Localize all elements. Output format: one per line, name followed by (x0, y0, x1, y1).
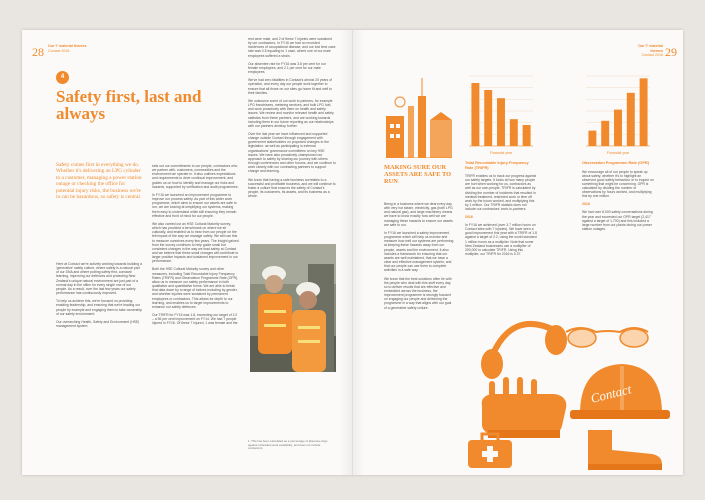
paragraph: Our overarching Health, Safety and Environment (HSE) management system (56, 319, 140, 329)
left-running-header (48, 44, 86, 53)
chart-bar-fy16 (523, 125, 531, 146)
paragraph: Being in a business where we deal every day with very hot steam, electricity, gas (both LPG and natural gas), and large machinery means we have to know exactly how well we are managing these hazards to ensure our assets are safe to run. (384, 202, 453, 227)
opr-body: We encourage all of our people to speak up about safety, whether it's to highlight an observed good safety behaviour or to inquire on something that might be concerning. OPR is calculated by dividing the number of observations by hours worked, and multiplying this by one million. (582, 169, 654, 199)
trifr-text (465, 161, 537, 260)
chart-bar-fy15 (510, 119, 518, 146)
paragraph: Over the last year we have influenced and supported change outside Contact through engagement with government stakeholders on proposed changes to the legislation, as well as participating in external organisations' governance committees on key HSE issues. We have also proactively championed our approach to safety by sharing our journey with others through conferences and other forums, and we continue to work closely with our contracting partners to support change and learning. (248, 131, 336, 174)
chart-x-axis-label: Financial year (489, 151, 513, 155)
chart-x-axis-label: Financial year (606, 151, 630, 155)
chart-bar-fy12 (471, 83, 479, 146)
opr-year: 2016 (582, 202, 590, 207)
paragraph: We know that having a safe business correlates to a successful and profitable business, and we will continue to foster a culture that ensures the safety of Contact's people, its customers, its assets, and its business as a whole. (248, 177, 336, 199)
right-running-header (627, 44, 663, 58)
ear-muff-cup (481, 349, 503, 379)
left-column-2 (152, 164, 240, 329)
paragraph: We know that the best solutions often lie with the people who deal with this stuff every day, so to deliver results that are effective and embedded across the business, the improvement programme is strongly focused on engaging our people and delivering the programme in a way that aligns with our goal of a generative safety culture. (384, 276, 452, 310)
opr-year-text: We had over 8,000 safety conversations during the year and exceeded our OPR target (2,417 against a target of 1,700) and this included a large number from our plants during our power station outages. (582, 210, 653, 231)
paragraph: We outsource some of our work to partners, for example LPG franchisees, metering services, and bulk LPG fuel, and work proactively with them on health and safety issues. We review and monitor relevant health and safety statistics from these partners, and are working towards including them in our future reporting as our relationships with our partners develop further. (248, 98, 334, 128)
chart-bar-fy16 (640, 78, 648, 146)
chart-bar-fy12 (588, 131, 596, 146)
opr-chart (582, 70, 654, 156)
right-page-number: 29 (665, 45, 677, 59)
section-badge (56, 71, 69, 84)
chart-bar-fy14 (497, 98, 505, 146)
chart-bar-fy13 (601, 121, 609, 146)
gloves-icon (482, 394, 567, 434)
ear-muff-cup (545, 325, 567, 355)
hard-hat-logo-text: Contact (589, 381, 633, 406)
paragraph: sets out our commitments to our people, contractors who we partner with, customers, communities and the environment we operate in. It also outlines expectations and requirements to drive continual improvement, and guides us on how to identify and manage our risks and hazards, supported by verification and audit programmes. (152, 164, 239, 189)
paragraph: Both the HSE Cultural Maturity survey and other measures, including Total Recordable Injury Frequency Rates (TRIFR) and Observation Programme Rate (OPR), allow us to measure our safety performance in both qualitative and quantitative forms. We are able to break that data down by a range of indices including by gender, and whether injuries were sustained by permanent employees or contractors. This allows for depth to our learning, and enables us to target improvements to enhance our safety defences. (152, 267, 239, 309)
chart-bars (586, 78, 650, 146)
left-column-3 (248, 37, 336, 202)
trifr-title: Total Recordable Injury Frequency Rate (TRIFR) (465, 160, 529, 170)
magazine-spread (22, 30, 683, 475)
chart-bar-fy14 (614, 110, 622, 146)
paragraph: Here at Contact we're actively working towards building a 'generative' safety culture, where safety is a natural part of our DNA and where putting safety first, constant learning, improving our defences and protecting New Zealand's unique natural environment are just part of a normal day in the office for every single one of our people. As a result, over the last few years our safety performance has continuously improved. (56, 262, 142, 296)
right-header-title: Our 'I' material themes (638, 44, 663, 53)
ear-muff-band (492, 324, 554, 356)
left-page-number: 28 (32, 45, 44, 59)
left-column-1 (56, 262, 142, 332)
intro-paragraph: Safety comes first in everything we do. Whether it's delivering an LPG cylinder to a customer, managing a power station outage or checking the office for potential injury risks, the business we're in can be hazardous, so safety is central. (56, 162, 142, 201)
chart-bars (469, 83, 533, 146)
chart-bar-fy15 (627, 93, 635, 146)
right-column-1 (384, 202, 454, 314)
industrial-illustration (384, 76, 454, 158)
paragraph: In FY16 we launched a safety improvement programme which will help us monitor and measure how well our systems are performing at keeping these hazards away from our people, assets and the environment. It also includes a framework for ensuring that our assets are well maintained, that we have a clear and effective management system, and that our people can use them to complete activities in a safe way. (384, 230, 454, 273)
paragraph: Our absentee rate for FY16 was 3.8 per cent for our female employees, and 2.1 per cent for our male employees. (248, 61, 326, 75)
paragraph: rest were male, and 2 of these 7 injuries were sustained by our contractors. In FY16 we had no recorded incidences of occupational disease, and our lost time case rate was 0.5 equating to 1 case, where one of our male employees suffered a strain. (248, 37, 336, 58)
right-header-subtitle: Contact 2016 (641, 53, 663, 58)
chart-bar-fy13 (484, 90, 492, 146)
left-header-subtitle: Contact 2016 (48, 48, 70, 53)
safety-gear-illustration (462, 310, 677, 472)
page-title: Safety first, last and always (56, 87, 202, 123)
left-header-title: Our 'I' material themes (48, 44, 87, 48)
section-heading: MAKING SURE OUR ASSETS ARE SAFE TO RUN (384, 164, 452, 186)
paragraph: We also carried out an HSE Cultural Maturity survey, which has provided a benchmark on where we sit culturally, and enabled us to hear from our people on the felt impact of the way we manage safety. We will use this to measure ourselves every few years. The insight gained from the survey continues to help guide small but consistent changes in the way we lead safety at Contact and we believe that these small changes will contribute to larger positive impacts and sustained improvement in our performance. (152, 221, 239, 264)
paragraph: Our TRIFR for FY16 was 1.8, exceeding our target of 2.2 – a 56 per cent improvement on FY14. We had 7 people injured in FY16. Of these 7 injured, 1 was female and the (152, 313, 238, 326)
paragraph: We've had zero fatalities in Contact's almost 20 years of operation, and every day our people work together to ensure that all those on our sites go home fit and well to their families. (248, 78, 332, 95)
footnote: 1. This has been calculated as a percentage of absentee days against scheduled work availability, and does not include contractors. (248, 439, 328, 451)
opr-title: Observation Programme Rate (OPR) (582, 160, 650, 165)
paragraph: To help us achieve this, we're focused on providing enabling leadership, and ensuring that we're leading our people by example and engaging them to take ownership of our safety environment. (56, 299, 142, 316)
section-badge-number: 4 (60, 74, 65, 80)
paragraph: In FY16 we launched an improvement programme to improve our process safety. As part of this wider work programme, which aims to ensure our assets are safe to run, we are looking at simplifying our systems, making them easy to understand while still ensuring they remain effective and front of mind for our people. (152, 192, 237, 218)
trifr-year: 2016 (465, 215, 473, 220)
opr-text (582, 161, 654, 235)
trifr-year-text: In FY16 we achieved (over 3.7 million hours on Contact sites with 7 injuries). We have seen a good improvement this year with a TRIFR of 1.8 against a target of 2.2, using the world standard 1 million hours as a multiplier. Note that some New Zealand businesses use a multiplier of 200,000 to calculate TRIFR. Using this multiplier, our TRIFR for 2016 is 0.37. (465, 223, 537, 256)
workers-photo (250, 244, 336, 372)
trifr-chart (465, 70, 537, 156)
page-gutter (352, 30, 353, 475)
trifr-body: TRIFR enables us to track our progress against our safety targets. It looks at how many people are hurt when working for us, contractors as well as our own people. TRIFR is calculated by dividing the number of incidents that resulted in medical treatment, restricted work or time off work by the hours worked, and multiplying this by 1 million. Our TRIFR statistic does not include our contractors' work-in-partners. (465, 174, 537, 211)
